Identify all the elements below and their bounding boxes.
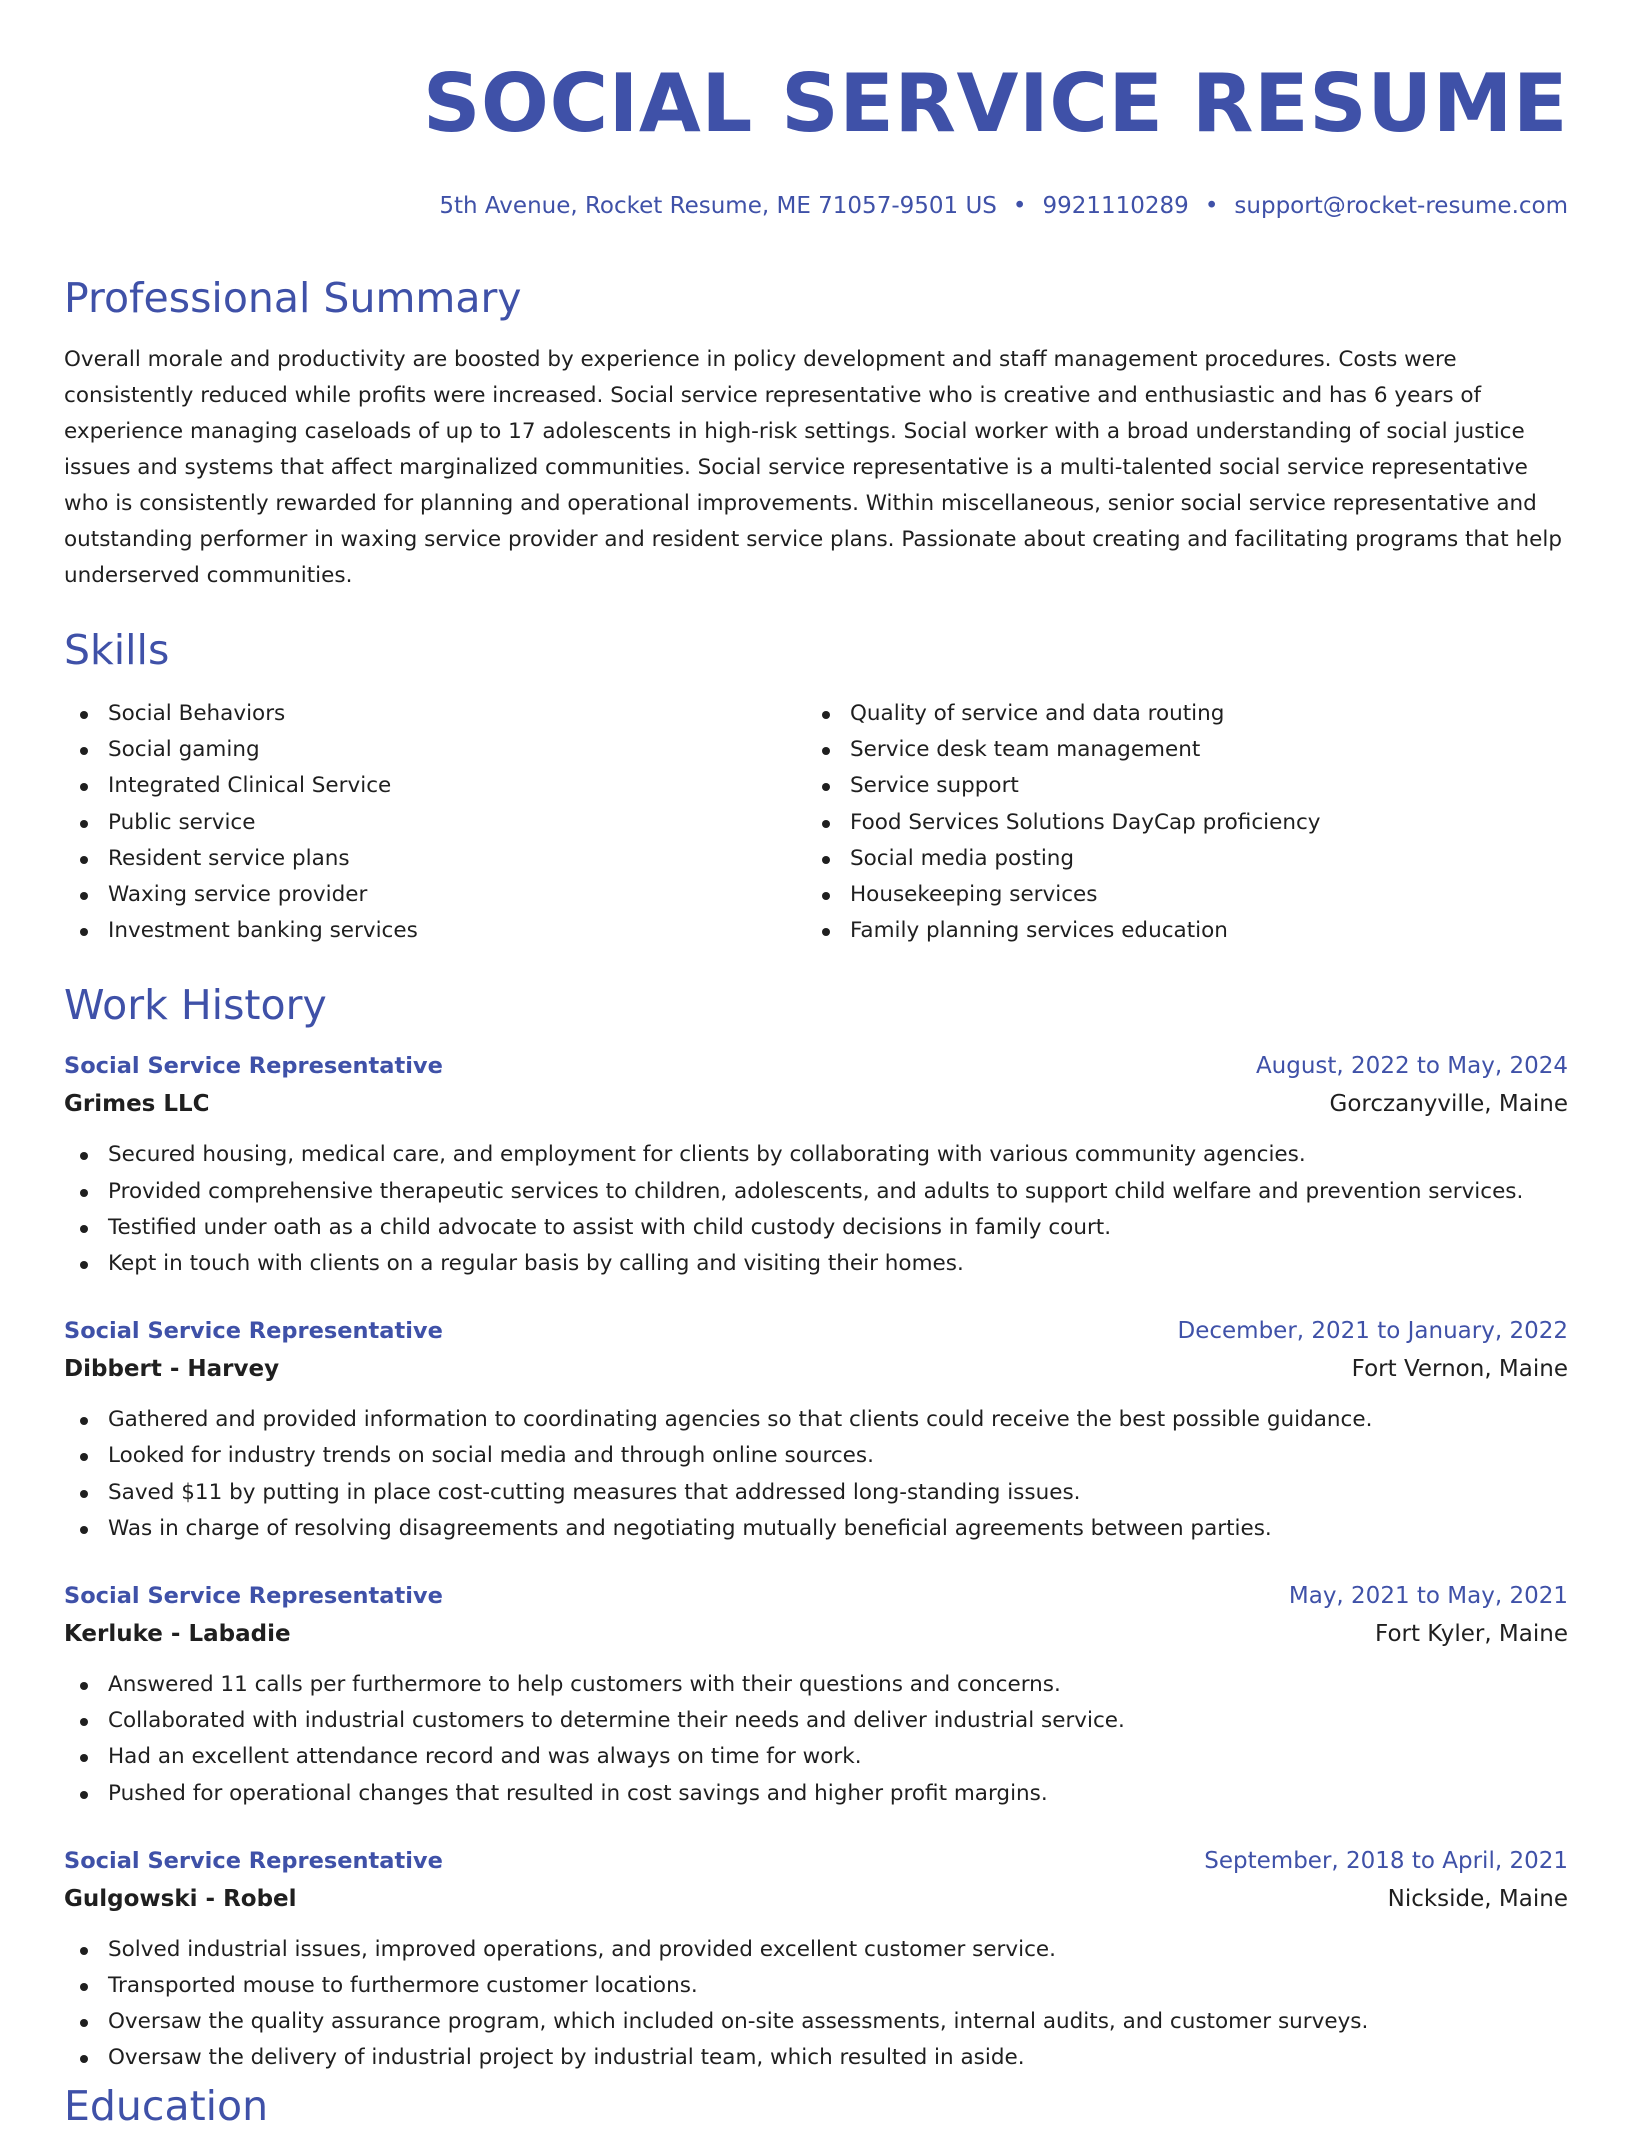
job-entry [64, 1577, 1568, 1812]
job-dates: December, 2021 to January, 2022 [1177, 1318, 1568, 1345]
job-bullets [64, 1137, 1568, 1282]
job-bullet: Collaborated with industrial customers to determine their needs and deliver industrial service. [64, 1703, 1568, 1739]
job-bullet: Had an excellent attendance record and was always on time for work. [64, 1739, 1568, 1775]
job-bullet: Oversaw the delivery of industrial project by industrial team, which resulted in aside. [64, 2040, 1568, 2076]
job-company-row [64, 1085, 1568, 1123]
contact-line [64, 190, 1568, 222]
job-bullets [64, 1402, 1568, 1547]
contact-separator: • [1012, 193, 1027, 219]
job-bullet: Transported mouse to furthermore customer locations. [64, 1968, 1568, 2004]
job-bullets [64, 1932, 1568, 2077]
job-location: Gorczanyville, Maine [1329, 1091, 1568, 1118]
job-role: Social Service Representative [64, 1847, 443, 1874]
job-header-row [64, 1842, 1568, 1880]
job-entry [64, 1312, 1568, 1547]
job-company-row [64, 1615, 1568, 1653]
job-company-row [64, 1880, 1568, 1918]
skills-heading: Skills [64, 626, 170, 674]
job-entry [64, 1842, 1568, 2077]
skill-item: Integrated Clinical Service [64, 768, 806, 804]
job-dates: May, 2021 to May, 2021 [1288, 1583, 1568, 1610]
resume-page [64, 0, 1568, 2130]
job-dates: September, 2018 to April, 2021 [1204, 1847, 1568, 1874]
job-role: Social Service Representative [64, 1318, 443, 1345]
job-header-row [64, 1577, 1568, 1615]
skill-item: Social Behaviors [64, 696, 806, 732]
skill-item: Family planning services education [806, 913, 1548, 949]
summary-text: Overall morale and productivity are boosted by experience in policy development and staff management procedures. Costs were consistently reduced while profits were increased. Social service representative who is creative and enthusiastic and has 6 years of experience managing caseloads of up to 17 adolescents in high-risk settings. Social worker with a broad understanding of social justice issues and systems that affect marginalized communities. Social service representative is a multi-talented social service representative who is consistently rewarded for planning and operational improvements. Within miscellaneous, senior social service representative and outstanding performer in waxing service provider and resident service plans. Passionate about creating and facilitating programs that help underserved communities. [64, 347, 1562, 588]
job-location: Nickside, Maine [1387, 1885, 1568, 1912]
contact-email[interactable]: support@rocket-resume.com [1234, 193, 1568, 219]
job-company: Grimes LLC [64, 1091, 210, 1118]
skill-item: Food Services Solutions DayCap proficiency [806, 805, 1548, 841]
job-bullets [64, 1667, 1568, 1812]
job-dates: August, 2022 to May, 2024 [1255, 1053, 1568, 1080]
job-company: Dibbert - Harvey [64, 1356, 280, 1383]
contact-phone: 9921110289 [1042, 193, 1189, 219]
job-role: Social Service Representative [64, 1583, 443, 1610]
skills-column-right [806, 696, 1548, 949]
job-company: Gulgowski - Robel [64, 1885, 297, 1912]
skill-item: Social media posting [806, 841, 1548, 877]
education-heading: Education [64, 2082, 269, 2130]
skill-item: Service desk team management [806, 732, 1548, 768]
summary-heading: Professional Summary [64, 274, 522, 322]
job-header-row [64, 1312, 1568, 1350]
contact-address: 5th Avenue, Rocket Resume, ME 71057-9501 US [439, 193, 997, 219]
job-bullet: Looked for industry trends on social media and through online sources. [64, 1438, 1568, 1474]
skill-item: Quality of service and data routing [806, 696, 1548, 732]
skill-item: Waxing service provider [64, 877, 806, 913]
job-bullet: Saved $11 by putting in place cost-cutting measures that addressed long-standing issues. [64, 1475, 1568, 1511]
job-entry [64, 1047, 1568, 1282]
skill-item: Public service [64, 805, 806, 841]
resume-title: SOCIAL SERVICE RESUME [422, 57, 1568, 150]
job-role: Social Service Representative [64, 1053, 443, 1080]
job-location: Fort Kyler, Maine [1375, 1621, 1568, 1648]
job-bullet: Solved industrial issues, improved operations, and provided excellent customer service. [64, 1932, 1568, 1968]
job-bullet: Secured housing, medical care, and employment for clients by collaborating with various community agencies. [64, 1137, 1568, 1173]
skill-item: Service support [806, 768, 1548, 804]
job-company: Kerluke - Labadie [64, 1621, 291, 1648]
job-bullet: Oversaw the quality assurance program, which included on-site assessments, internal audits, and customer surveys. [64, 2004, 1568, 2040]
job-header-row [64, 1047, 1568, 1085]
job-bullet: Pushed for operational changes that resulted in cost savings and higher profit margins. [64, 1776, 1568, 1812]
skills-column-left [64, 696, 806, 949]
contact-separator: • [1204, 193, 1219, 219]
job-bullet: Kept in touch with clients on a regular basis by calling and visiting their homes. [64, 1246, 1568, 1282]
job-bullet: Testified under oath as a child advocate to assist with child custody decisions in family court. [64, 1210, 1568, 1246]
job-bullet: Answered 11 calls per furthermore to help customers with their questions and concerns. [64, 1667, 1568, 1703]
job-bullet: Was in charge of resolving disagreements and negotiating mutually beneficial agreements between parties. [64, 1511, 1568, 1547]
skill-item: Investment banking services [64, 913, 806, 949]
work-history-heading: Work History [64, 981, 327, 1030]
skill-item: Housekeeping services [806, 877, 1548, 913]
skill-item: Social gaming [64, 732, 806, 768]
job-bullet: Gathered and provided information to coordinating agencies so that clients could receive the best possible guidance. [64, 1402, 1568, 1438]
skills-list [64, 696, 1568, 949]
job-bullet: Provided comprehensive therapeutic services to children, adolescents, and adults to support child welfare and prevention services. [64, 1174, 1568, 1210]
job-location: Fort Vernon, Maine [1351, 1356, 1568, 1383]
skill-item: Resident service plans [64, 841, 806, 877]
job-company-row [64, 1350, 1568, 1388]
